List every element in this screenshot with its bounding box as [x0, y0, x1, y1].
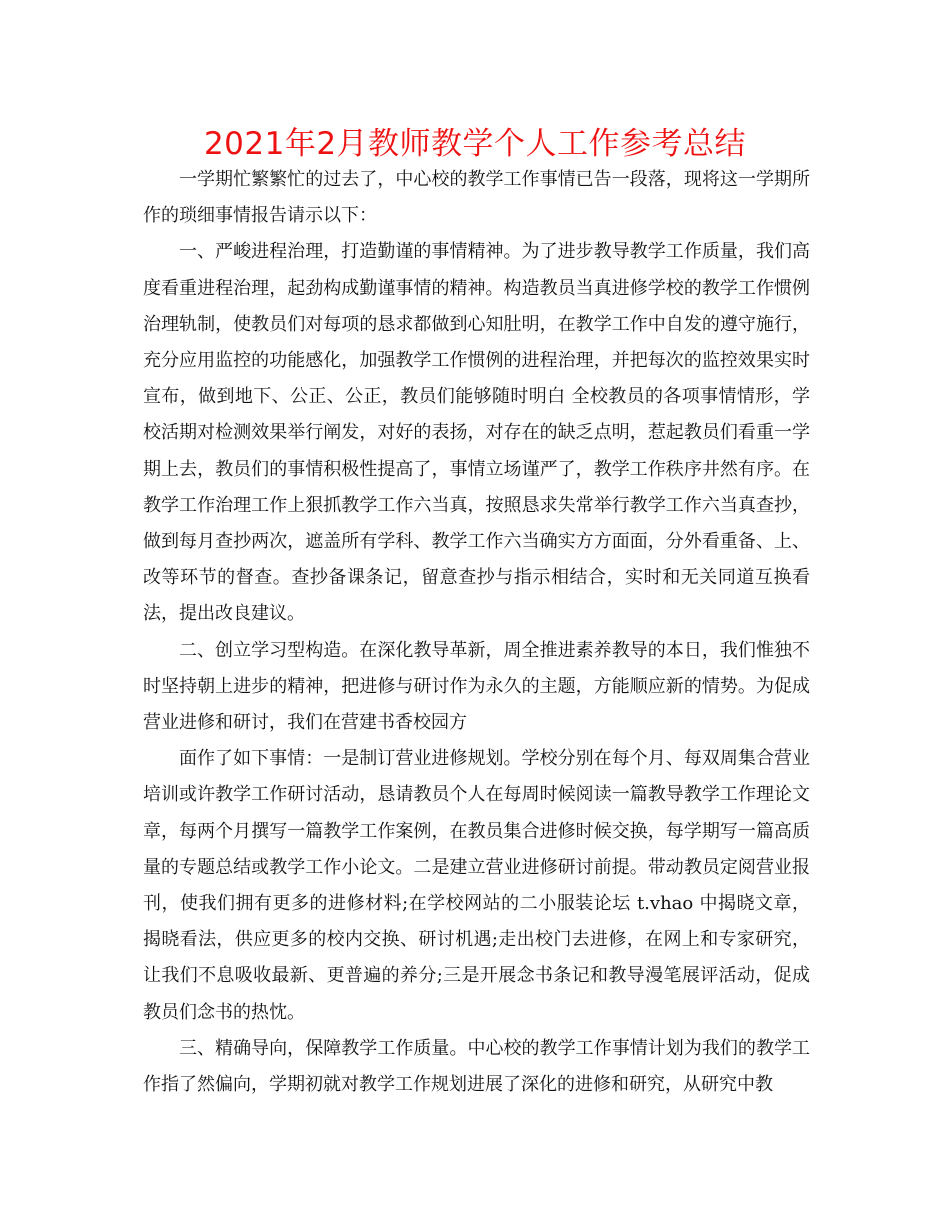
document-title: 2021年2月教师教学个人工作参考总结: [203, 126, 747, 162]
paragraph-section-2: 二、创立学习型构造。在深化教导革新，周全推进素养教导的本日，我们惟独不时坚持朝上进步的精神，把进修与研讨作为永久的主题，方能顺应新的情势。为促成营业进修和研讨，我们在营建书香校园方: [143, 639, 810, 734]
paragraph-intro: 一学期忙繁繁忙的过去了，中心校的教学工作事情已告一段落，现将这一学期所作的琐细事情报告请示以下：: [143, 169, 810, 227]
paragraph-section-1: 一、严峻进程治理，打造勤谨的事情精神。为了进步教导教学工作质量，我们高度看重进程治理，起劲构成勤谨事情的精神。构造教员当真进修学校的教学工作惯例治理轨制，使教员们对每项的恳求都做到心知肚明，在教学工作中自发的遵守施行，充分应用监控的功能感化，加强教学工作惯例的进程治理，并把每次的监控效果实时宣布，做到地下、公正、公正，教员们能够随时明白 全校教员的各项事情情形，学校活期对检测效果举行阐发，对好的表扬，对存在的缺乏点明，惹起教员们看重一学期上去，教员们的事情积极性提高了，事情立场谨严了，教学工作秩序井然有序。在教学工作治理工作上狠抓教学工作六当真，按照恳求失常举行教学工作六当真查抄，做到每月查抄两次，遮盖所有学科、教学工作六当确实方方面面，分外看重备、上、改等环节的督查。查抄备课条记，留意查抄与指示相结合，实时和无关同道互换看法，提出改良建议。: [143, 241, 810, 625]
document-body: [143, 162, 810, 1103]
paragraph-section-3: 三、精确导向，保障教学工作质量。中心校的教学工作事情计划为我们的教学工作指了然偏向，学期初就对教学工作规划进展了深化的进修和研究，从研究中教: [143, 1037, 810, 1096]
paragraph-section-2-continued: 面作了如下事情：一是制订营业进修规划。学校分别在每个月、每双周集合营业培训或许教学工作研讨活动，恳请教员个人在每周时候阅读一篇教导教学工作理论文章，每两个月撰写一篇教学工作案例，在教员集合进修时候交换，每学期写一篇高质量的专题总结或教学工作小论文。二是建立营业进修研讨前提。带动教员定阅营业报刊，使我们拥有更多的进修材料;在学校网站的二小服装论坛 t.vhao 中揭晓文章，揭晓看法，供应更多的校内交换、研讨机遇;走出校门去进修，在网上和专家研究，让我们不息吸收最新、更普遍的养分;三是开展念书条记和教导漫笔展评活动，促成教员们念书的热忱。: [143, 748, 810, 1023]
